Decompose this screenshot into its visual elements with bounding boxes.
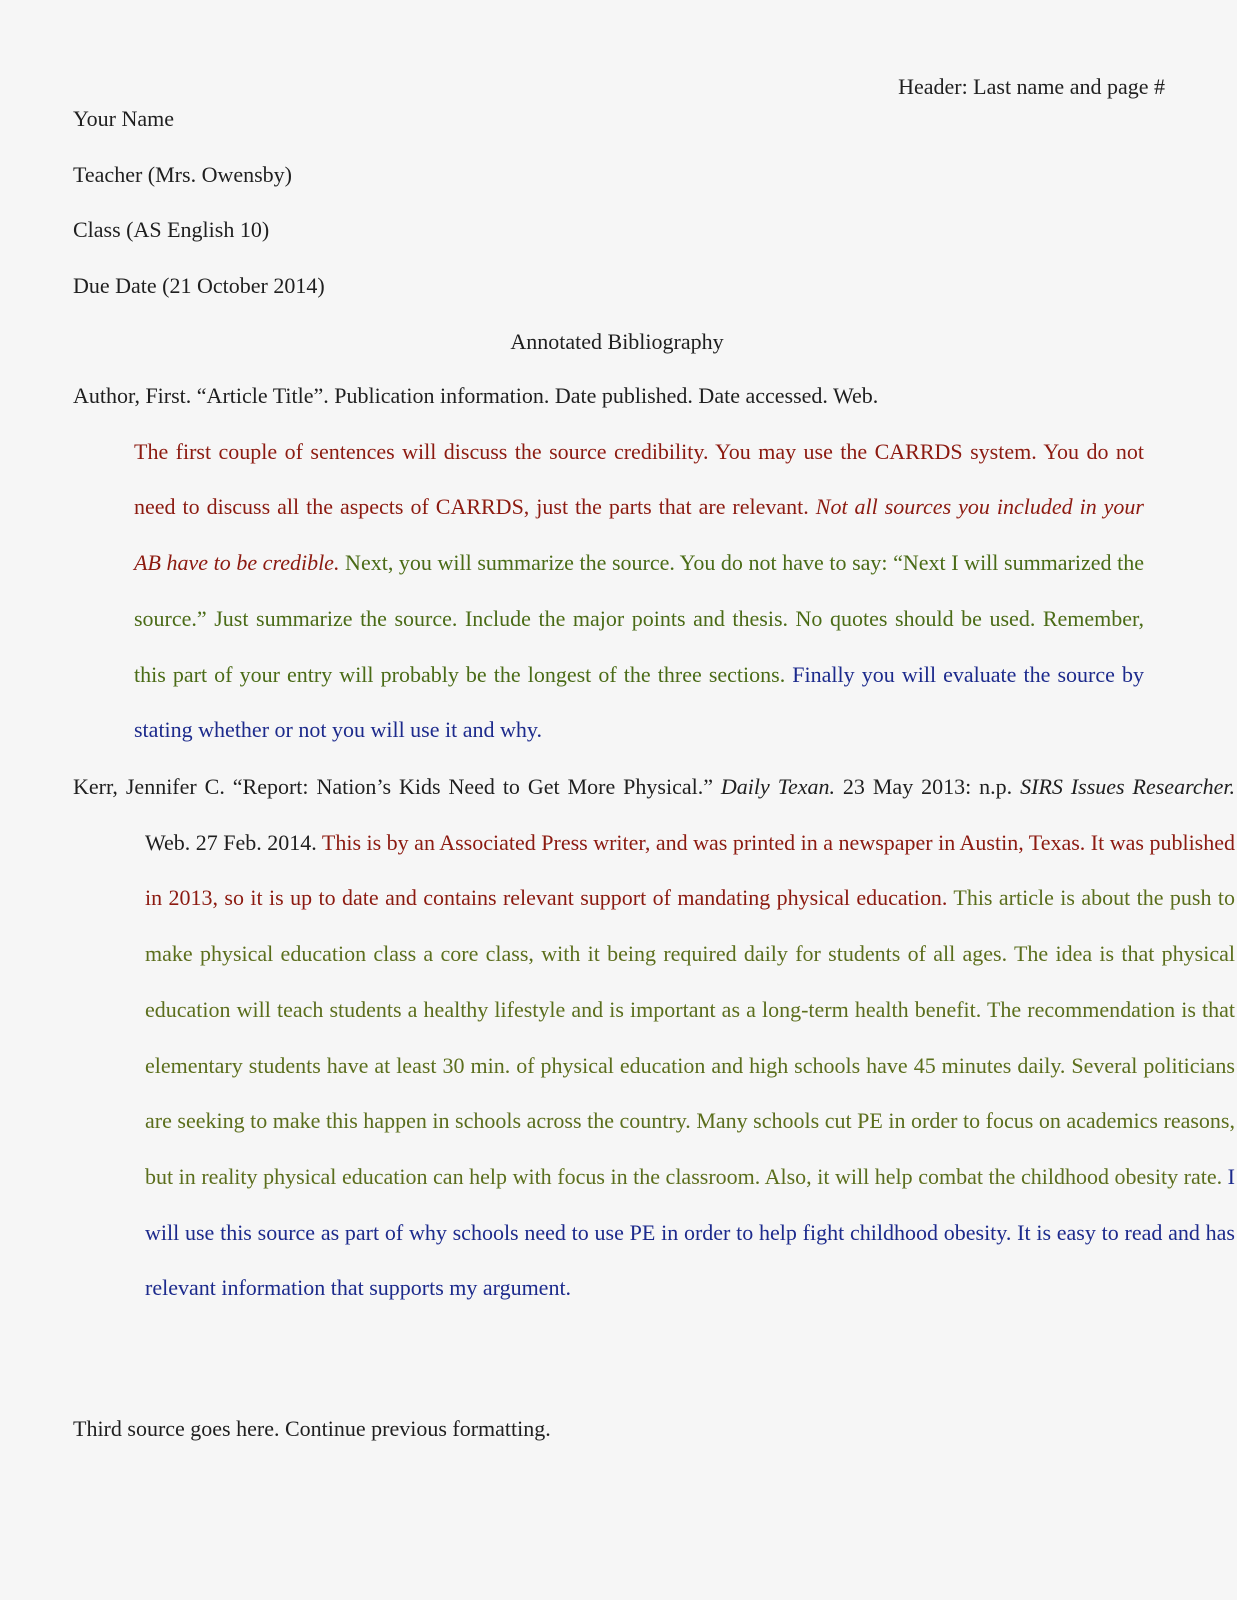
teacher-name: Teacher (Mrs. Owensby): [73, 161, 292, 187]
annotation-template: [134, 424, 1144, 758]
due-date: Due Date (21 October 2014): [73, 273, 325, 299]
citation-access: Web. 27 Feb. 2014.: [145, 829, 322, 855]
document-title: Annotated Bibliography: [510, 328, 724, 354]
example-credibility-text: This is by an Associated Press writer, and was printed in a newspaper in Austin, Texas. It was published in 2013, so it is up to date and contains relevant support of mandating physical education.: [145, 829, 1236, 911]
summary-text: Next, you will summarize the source. You do not have to say: “Next I will summarized the source.” Just summarize the source. Include the major points and thesis. No quotes should be used. Remember, this part of your entry will probably be the longest of the three sections.: [134, 550, 1144, 687]
citation-author-title: Kerr, Jennifer C. “Report: Nation’s Kids Need to Get More Physical.”: [73, 774, 721, 799]
third-source-placeholder: Third source goes here. Continue previous formatting.: [73, 1416, 551, 1441]
citation-date: 23 May 2013: n.p.: [834, 774, 1021, 799]
bibliography-entry-template: [73, 368, 1173, 758]
class-name: Class (AS English 10): [73, 217, 270, 243]
page-header: Header: Last name and page #: [898, 74, 1165, 99]
citation-database: SIRS Issues Researcher.: [1020, 774, 1235, 799]
credibility-italic-text: Not all sources you included in your AB have to be credible.: [134, 494, 1144, 576]
student-name: Your Name: [73, 106, 175, 131]
example-evaluation-text: I will use this source as part of why schools need to use PE in order to help fight childhood obesity. It is easy to read and has relevant information that supports my argument.: [145, 1163, 1235, 1301]
citation-template: Author, First. “Article Title”. Publication information. Date published. Date accessed. Web.: [73, 383, 879, 408]
bibliography-entry-example: [73, 759, 1236, 1316]
citation-publication: Daily Texan.: [720, 774, 835, 799]
credibility-text: The first couple of sentences will discuss the source credibility. You may use the CARRDS system. You do not need to discuss all the aspects of CARRDS, just the parts that are relevant.: [134, 438, 1144, 520]
evaluation-text: Finally you will evaluate the source by stating whether or not you will use it and why.: [134, 661, 1145, 743]
example-summary-text: This article is about the push to make physical education class a core class, with it being required daily for students of all ages. The idea is that physical education will teach students a healthy lifestyle and is important as a long-term health benefit. The recommendation is that elementary students have at least 30 min. of physical education and high schools have 45 minutes daily. Several politicians are seeking to make this happen in schools across the country. Many schools cut PE in order to focus on academics reasons, but in reality physical education can help with focus in the classroom. Also, it will help combat the childhood obesity rate.: [145, 885, 1235, 1189]
example-entry: [73, 759, 1235, 1316]
mla-heading: [73, 104, 1173, 382]
